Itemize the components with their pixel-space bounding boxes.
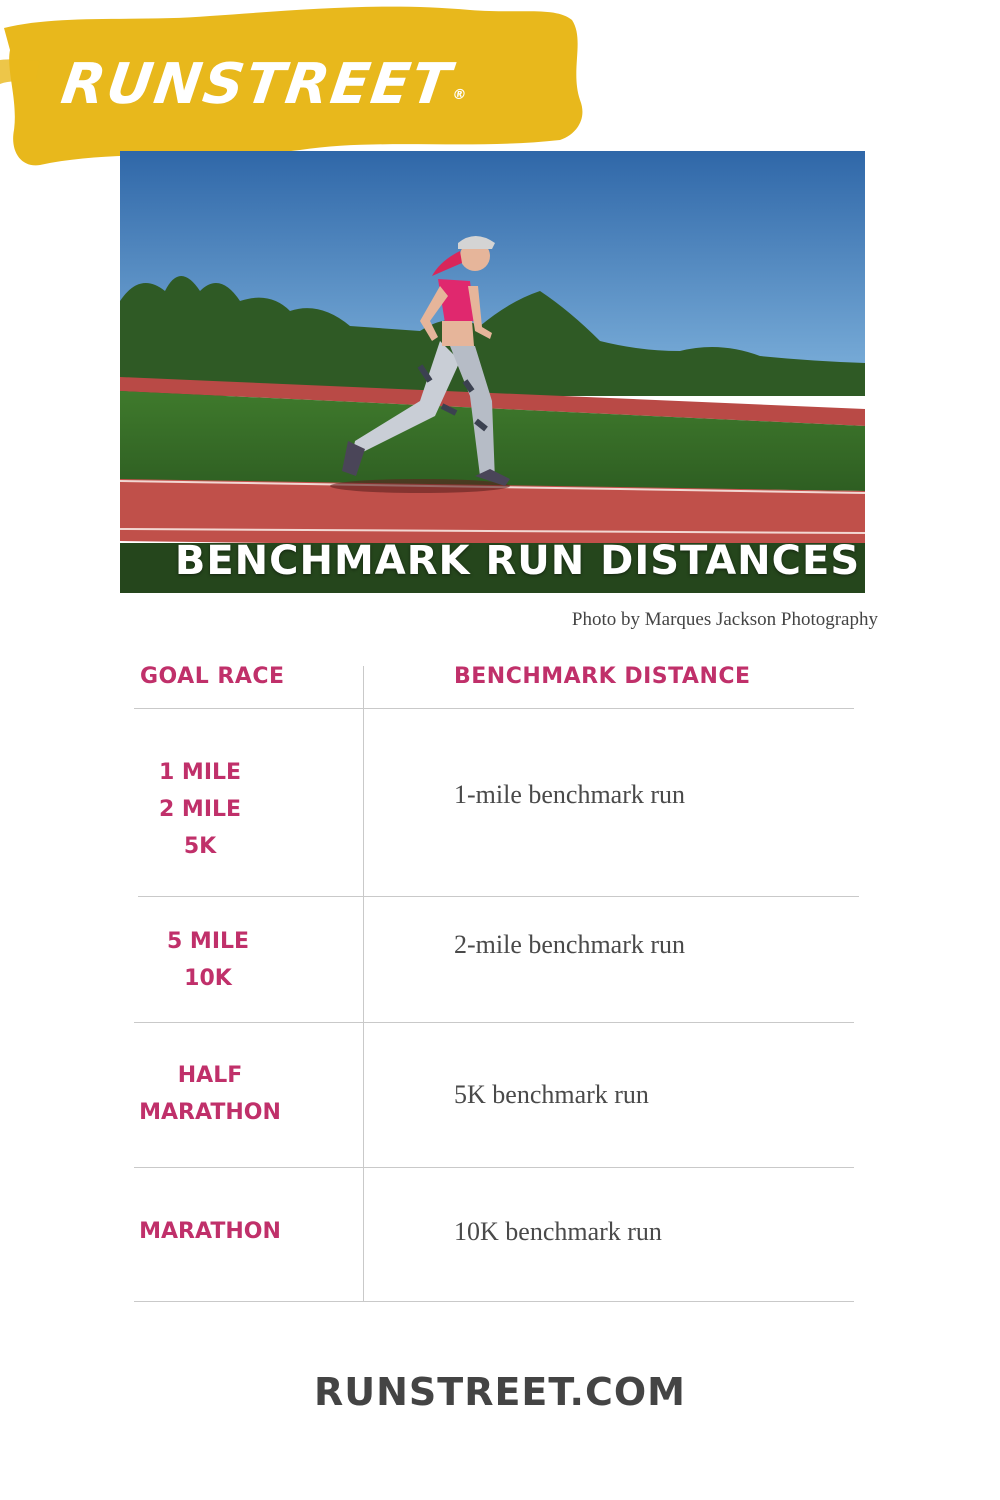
race-name: 2 MILE bbox=[158, 797, 242, 822]
hero-photo bbox=[120, 151, 865, 593]
header-benchmark-distance: BENCHMARK DISTANCE bbox=[454, 664, 751, 689]
photo-credit: Photo by Marques Jackson Photography bbox=[571, 609, 878, 630]
header-goal-race: GOAL RACE bbox=[140, 664, 285, 689]
registered-mark: ® bbox=[451, 87, 470, 103]
page-title: BENCHMARK RUN DISTANCES bbox=[174, 538, 861, 584]
race-name: 1 MILE bbox=[158, 760, 242, 785]
goal-race-cell bbox=[130, 1213, 290, 1250]
race-name: MARATHON bbox=[139, 1100, 281, 1125]
row-divider bbox=[134, 1022, 854, 1023]
race-name: MARATHON bbox=[139, 1219, 281, 1244]
column-divider bbox=[363, 666, 364, 1302]
row-divider bbox=[134, 1301, 854, 1302]
race-name: 10K bbox=[184, 966, 232, 991]
row-divider bbox=[134, 708, 854, 709]
benchmark-table bbox=[134, 660, 854, 1305]
race-name: 5 MILE bbox=[166, 929, 250, 954]
goal-race-cell bbox=[128, 923, 288, 997]
race-name: HALF bbox=[177, 1063, 243, 1088]
benchmark-cell: 5K benchmark run bbox=[454, 1080, 649, 1109]
row-divider bbox=[138, 896, 859, 897]
website-link[interactable]: RUNSTREET.COM bbox=[314, 1370, 686, 1414]
runner-on-track-image bbox=[120, 151, 865, 593]
goal-race-cell bbox=[120, 754, 280, 865]
benchmark-cell: 10K benchmark run bbox=[454, 1217, 662, 1246]
row-divider bbox=[134, 1167, 854, 1168]
race-name: 5K bbox=[183, 834, 217, 859]
benchmark-cell: 1-mile benchmark run bbox=[454, 780, 686, 809]
logo-text: RUNSTREET bbox=[57, 52, 457, 117]
runstreet-logo[interactable] bbox=[57, 52, 474, 117]
goal-race-cell bbox=[130, 1057, 290, 1131]
benchmark-cell: 2-mile benchmark run bbox=[454, 930, 686, 959]
